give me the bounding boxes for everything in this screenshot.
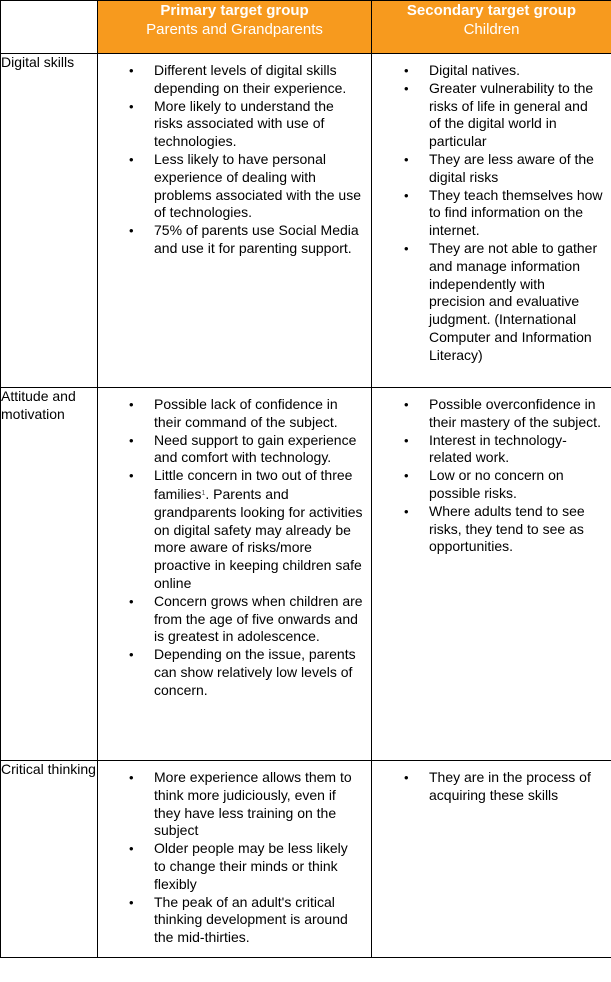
table-row-critical-thinking (1, 761, 611, 958)
list-item-text: Digital natives. (429, 62, 521, 78)
bullet-icon: • (129, 593, 134, 609)
list-item-text: Older people may be less likely to change their minds or think flexibly (154, 840, 348, 892)
bullet-icon: • (129, 151, 134, 167)
bullet-icon: • (129, 770, 134, 785)
list-item (98, 467, 363, 593)
row-label: Digital skills (1, 54, 98, 388)
primary-group-title: Primary target group (160, 2, 309, 19)
list-item-text-continued: . Parents and grandparents looking for activities on digital safety may already be more aware of risks/more proactive in keeping children safe online (154, 485, 363, 591)
list-item (98, 894, 363, 947)
list-item-text: Where adults tend to see risks, they tend to see as opportunities. (429, 502, 585, 555)
list-item-text: Little concern in two out of three families (154, 467, 353, 502)
bullet-icon: • (129, 468, 134, 484)
list-item-text: Less likely to have personal experience of dealing with problems associated with the use of technologies. (154, 150, 361, 221)
bullet-icon: • (129, 397, 134, 412)
list-item (372, 503, 603, 556)
list-item-text: Different levels of digital skills depending on their experience. (154, 62, 347, 96)
corner-cell (1, 1, 98, 54)
list-item-text: They are not able to gather and manage information independently with precision and evaluative judgment. (International Computer and Information Literacy) (429, 239, 598, 363)
list-item (98, 432, 363, 468)
bullet-list (98, 388, 371, 710)
list-item-text: Interest in technology-related work. (429, 431, 567, 466)
row-label: Critical thinking (1, 761, 98, 958)
bullet-list (98, 761, 371, 957)
list-item (98, 222, 363, 258)
list-item (372, 240, 603, 365)
list-item-text: They teach themselves how to find information on the internet. (429, 186, 603, 239)
list-item (98, 769, 363, 840)
list-item-text: They are less aware of the digital risks (429, 150, 594, 185)
list-item (372, 187, 603, 240)
bullet-icon: • (404, 151, 409, 167)
list-item (98, 646, 363, 699)
bullet-icon: • (404, 503, 409, 519)
list-item (372, 467, 603, 503)
bullet-icon: • (404, 468, 409, 484)
footnote-marker: 1 (201, 489, 206, 497)
list-item-text: Depending on the issue, parents can show relatively low levels of concern. (154, 646, 356, 698)
secondary-group-subtitle: Children (463, 21, 520, 38)
bullet-icon: • (129, 98, 134, 114)
list-item (372, 396, 603, 432)
secondary-group-title: Secondary target group (406, 2, 577, 19)
primary-cell (98, 388, 372, 761)
bullet-icon: • (404, 63, 409, 78)
bullet-icon: • (404, 770, 409, 785)
row-label: Attitude and motivation (1, 388, 98, 761)
list-item-text: Concern grows when children are from the age of five onwards and is greatest in adolescence. (154, 592, 363, 645)
list-item-text: More experience allows them to think more judiciously, even if they have less training on the subject (154, 769, 352, 839)
bullet-icon: • (404, 240, 409, 256)
bullet-icon: • (404, 432, 409, 448)
list-item (372, 62, 603, 80)
primary-cell (98, 761, 372, 958)
header-row (1, 1, 611, 54)
list-item (98, 98, 363, 151)
list-item-text: The peak of an adult's critical thinking development is around the mid-thirties. (154, 893, 348, 946)
list-item (372, 432, 603, 468)
secondary-cell (372, 54, 611, 388)
list-item-text: Possible overconfidence in their mastery of the subject. (429, 396, 601, 430)
list-item (372, 151, 603, 187)
bullet-list (372, 388, 611, 566)
list-item (98, 593, 363, 646)
bullet-icon: • (404, 397, 409, 412)
primary-cell (98, 54, 372, 388)
bullet-icon: • (404, 80, 409, 96)
list-item (372, 769, 603, 805)
primary-group-subtitle: Parents and Grandparents (146, 21, 323, 38)
bullet-icon: • (129, 841, 134, 857)
bullet-icon: • (129, 432, 134, 448)
list-item (98, 396, 363, 432)
list-item-text: Possible lack of confidence in their command of the subject. (154, 396, 338, 430)
list-item-text: Low or no concern on possible risks. (429, 467, 564, 501)
bullet-icon: • (129, 894, 134, 910)
bullet-list (98, 54, 371, 268)
list-item (98, 62, 363, 98)
list-item-text: 75% of parents use Social Media and use it for parenting support. (154, 222, 359, 256)
list-item (372, 80, 603, 151)
bullet-icon: • (404, 187, 409, 203)
bullet-icon: • (129, 647, 134, 663)
bullet-icon: • (129, 223, 134, 239)
secondary-cell (372, 761, 611, 958)
list-item-text: Need support to gain experience and comfort with technology. (154, 431, 357, 466)
list-item (98, 151, 363, 222)
list-item (98, 840, 363, 893)
table-row-attitude-motivation (1, 388, 611, 761)
list-item-text: More likely to understand the risks associated with use of technologies. (154, 97, 334, 150)
bullet-icon: • (129, 63, 134, 78)
table-row-digital-skills (1, 54, 611, 388)
primary-group-header (98, 1, 372, 54)
bullet-list (372, 54, 611, 375)
list-item-text: They are in the process of acquiring these skills (429, 769, 591, 803)
list-item-text: Greater vulnerability to the risks of life in general and of the digital world in particular (429, 79, 594, 150)
secondary-cell (372, 388, 611, 761)
secondary-group-header (372, 1, 611, 54)
bullet-list (372, 761, 611, 815)
